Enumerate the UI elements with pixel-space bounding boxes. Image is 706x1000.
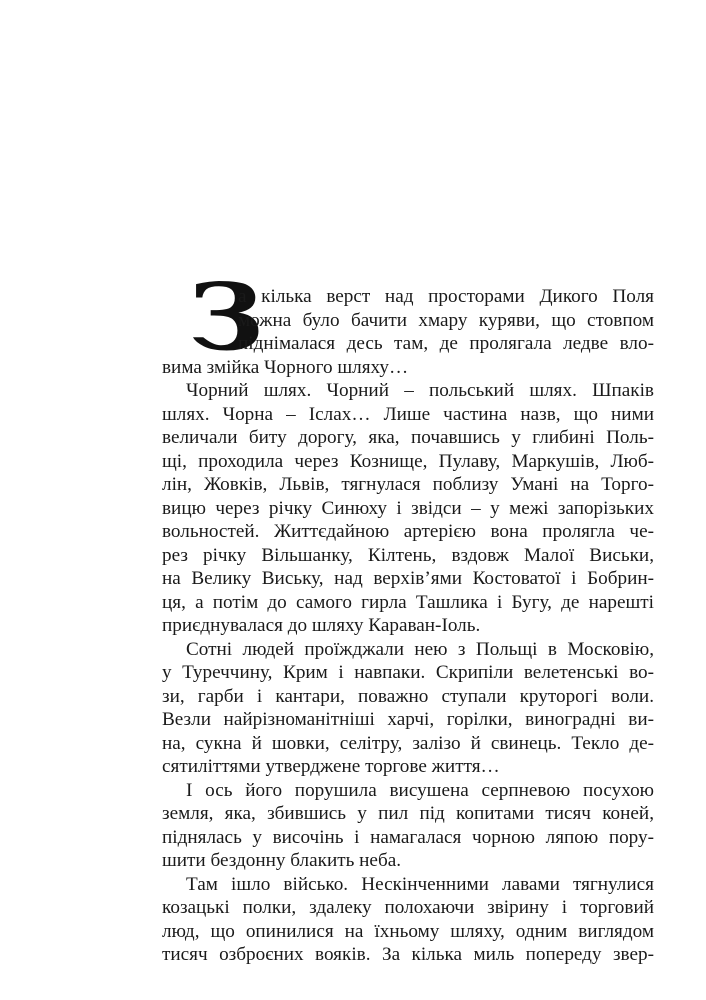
text-line: Сотні людей проїжджали нею з Польщі в Московію, — [186, 638, 654, 660]
drop-cap: З — [188, 263, 265, 371]
text-line: шити бездонну блакить неба. — [162, 850, 402, 871]
text-line: вольностей. Життєдайною артерією вона пролягла че- — [162, 521, 654, 542]
text-line: щі, проходила через Кознище, Пулаву, Маркушів, Люб- — [162, 450, 654, 472]
text-line: піднялась у височінь і намагалася чорною ляпою пору- — [162, 826, 654, 848]
text-line: земля, яка, збившись у пил під копитами тисяч коней, — [162, 803, 654, 824]
text-line: люд, що опинилися на їхньому шляху, одним виглядом — [162, 920, 654, 942]
text-line: можна було бачити хмару куряви, що стовпом — [238, 309, 654, 331]
text-line: тисяч озброєних вояків. За кілька миль попереду звер- — [162, 944, 654, 965]
text-line: величали биту дорогу, яка, почавшись у глибині Поль- — [162, 427, 654, 448]
text-line: шлях. Чорна – Іслах… Лише частина назв, що ними — [162, 403, 654, 425]
text-line: ця, а потім до самого гирла Ташлика і Бугу, де нарешті — [162, 591, 654, 613]
text-line: на Велику Виську, над верхів’ями Костоватої і Бобрин- — [162, 568, 654, 589]
text-line: приєднувалася до шляху Караван-Іоль. — [162, 615, 481, 636]
text-line: козацькі полки, здалеку полохаючи звірину і торговий — [162, 897, 654, 918]
text-line: на, сукна й шовки, селітру, залізо й свинець. Текло де- — [162, 732, 654, 754]
text-line: вима змійка Чорного шляху… — [162, 356, 409, 378]
text-line: рез річку Вільшанку, Кілтень, вздовж Малої Виськи, — [162, 544, 654, 566]
text-line: І ось його порушила висушена серпневою посухою — [186, 779, 654, 801]
text-line: у Туреччину, Крим і навпаки. Скрипіли велетенські во- — [162, 662, 654, 683]
text-line: Там ішло військо. Нескінченними лавами тягнулися — [186, 873, 654, 895]
page-body — [162, 285, 654, 967]
text-line: піднімалася десь там, де пролягала ледве вло- — [238, 333, 654, 354]
text-line: зи, гарби і кантари, поважно ступали круторогі воли. — [162, 685, 654, 707]
text-line: а кілька верст над просторами Дикого Поля — [238, 286, 654, 307]
text-line: вицю через річку Синюху і звідси – у межі запорізьких — [162, 497, 654, 519]
text-line: сятиліттями утверджене торгове життя… — [162, 756, 500, 777]
text-line: лін, Жовків, Львів, тягнулася поблизу Умані на Торго- — [162, 474, 654, 495]
text-line: Чорний шлях. Чорний – польський шлях. Шпаків — [186, 380, 654, 401]
text-line: Везли найрізноманітніші харчі, горілки, виноградні ви- — [162, 709, 654, 730]
